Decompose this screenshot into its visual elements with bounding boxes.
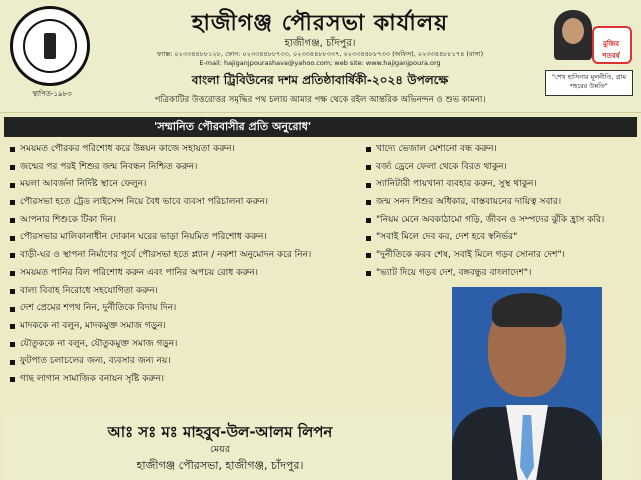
square-bullet-icon	[10, 253, 15, 258]
list-item	[366, 229, 604, 247]
list-item	[10, 336, 311, 354]
mayor-office: হাজীগঞ্জ পৌরসভা, হাজীগঞ্জ, চাঁদপুর।	[136, 459, 304, 472]
list-item	[366, 247, 604, 265]
contact-phones: ফ্যাক্স: ০২৩৩৪৪৮৮১২৮, ফোন: ০২৩৩৪৪৮৮৭৩৩, ০২৩৩৪৪৮৮৩৩৭, ০২৩৩৪৪৮৮৭৩৩ (অফিস), ০২৩৩৪৪৮৮১৭৪ (বাসা)	[156, 50, 484, 58]
square-bullet-icon	[366, 183, 371, 188]
photo-hair	[492, 293, 562, 327]
list-item-text: মাদককে না বলুন, মাদকমুক্ত সমাজ গড়ুন।	[20, 320, 166, 331]
list-item	[366, 194, 604, 212]
square-bullet-icon	[366, 271, 371, 276]
centenary-logo-text: মুজিব শতবর্ষ	[602, 40, 620, 60]
contact-info	[100, 50, 540, 68]
list-item-text: সময়মত পৌরকর পরিশোধ করে উন্নয়ন কাজে সহায়তা করুন।	[20, 144, 235, 154]
request-banner: 'সম্মানিত পৌরবাসীর প্রতি অনুরোধ'	[4, 117, 637, 137]
logo-emblem-icon	[23, 19, 77, 73]
list-item	[10, 283, 311, 301]
face-icon	[562, 18, 584, 44]
list-item	[366, 141, 604, 159]
mayor-photo	[452, 287, 602, 480]
square-bullet-icon	[10, 360, 15, 365]
square-bullet-icon	[10, 342, 15, 347]
list-item	[10, 371, 311, 389]
list-item-text: পৌরসভা হতে ট্রেড লাইসেন্স নিয়ে বৈধ ভাবে ব্যবসা পরিচালনা করুন।	[20, 197, 268, 208]
mayor-role: মেয়র	[210, 444, 230, 455]
square-bullet-icon	[10, 183, 15, 188]
square-bullet-icon	[10, 165, 15, 170]
list-item	[10, 194, 311, 212]
list-item	[10, 247, 311, 265]
municipality-logo	[10, 6, 90, 86]
list-item	[10, 141, 311, 159]
list-item-text: খাদ্যে ভেজাল মেশানো বন্ধ করুন।	[376, 144, 497, 154]
office-location: হাজীগঞ্জ, চাঁদপুর।	[284, 38, 356, 49]
left-request-list	[10, 141, 311, 389]
list-item	[10, 159, 311, 177]
list-item-text: গাছ লাগান সামাজিক বনায়ন সৃষ্টি করুন।	[20, 373, 164, 384]
square-bullet-icon	[366, 147, 371, 152]
list-item	[366, 159, 604, 177]
list-item-text: বর্জ্য ড্রেনে ফেলা থেকে বিরত থাকুন।	[376, 161, 507, 172]
square-bullet-icon	[10, 324, 15, 329]
contact-email-web: E-mail: hajiganjpourashava@yahoo.com; web site: www.hajiganjpoura.org	[199, 59, 441, 67]
list-item	[10, 212, 311, 230]
list-item-text: বাড়ী-ঘর ও স্থাপনা নির্মাণের পূর্বে পৌরসভা হতে প্ল্যান / নকশা অনুমোদন করে নিন।	[20, 250, 312, 261]
square-bullet-icon	[366, 165, 371, 170]
list-item	[366, 176, 604, 194]
mujib-centenary-badge	[552, 8, 632, 68]
list-item	[10, 265, 311, 283]
list-item-text: জন্মের পর পরই শিশুর জন্ম নিবন্ধন নিশ্চিত করুন।	[20, 161, 198, 172]
list-item	[366, 265, 604, 283]
square-bullet-icon	[10, 236, 15, 241]
square-bullet-icon	[10, 200, 15, 205]
list-item	[366, 212, 604, 230]
wishes-text: পত্রিকাটির উত্তরোত্তর সমৃদ্ধির পথ চলায় আমার পক্ষ থেকে রইল আন্তরিক অভিনন্দন ও শুভ কামনা।	[154, 95, 486, 105]
slogan-box: "শেখ হাসিনার মূলনীতি, গ্রাম শহরের উন্নতি"	[545, 70, 633, 96]
square-bullet-icon	[366, 200, 371, 205]
list-item-text: সময়মত পানির বিল পরিশোধ করুন এবং পানির অপচয় রোধ করুন।	[20, 267, 258, 278]
list-item-text: বাল্য বিবাহ নিরোধে সহযোগিতা করুন।	[20, 285, 158, 296]
list-item	[10, 229, 311, 247]
right-request-list	[366, 141, 604, 283]
list-item-text: স্যানিটারী পায়খানা ব্যবহার করুন, সুস্থ থাকুন।	[376, 179, 537, 190]
list-item-text: "দুর্নীতিকে করব শেষ, সবাই মিলে গড়ব সোনার দেশ"।	[376, 250, 565, 261]
list-item	[10, 300, 311, 318]
list-item-text: জন্ম সনদ শিশুর অধিকার, বাস্তবায়নের দায়িত্ব সবার।	[376, 197, 562, 208]
list-item-text: "সবাই মিলে দেব কর, দেশ হবে স্বনির্ভর"	[376, 232, 518, 243]
list-item-text: যৌতুককে না বলুন, যৌতুকমুক্ত সমাজ গড়ুন।	[20, 338, 178, 349]
square-bullet-icon	[366, 236, 371, 241]
list-item	[10, 353, 311, 371]
mayor-name: আঃ সঃ মঃ মাহবুব-উল-আলম লিপন	[107, 423, 333, 441]
list-item-text: দেশ প্রেমের শপথ নিন, দুর্নীতিকে বিদায় দিন।	[20, 303, 177, 314]
square-bullet-icon	[10, 218, 15, 223]
square-bullet-icon	[10, 289, 15, 294]
list-item-text: ময়লা আবর্জনা নির্দিষ্ট স্থানে ফেলুন।	[20, 179, 147, 190]
square-bullet-icon	[10, 271, 15, 276]
office-title: হাজীগঞ্জ পৌরসভা কার্যালয়	[191, 11, 449, 36]
list-item-text: "নিয়ম মেনে অবকাঠামো গড়ি, জীবন ও সম্পদের ঝুঁকি হ্রাস করি।	[376, 214, 605, 225]
logo-caption: স্থাপিত-১৯৮৩	[32, 90, 72, 98]
square-bullet-icon	[366, 253, 371, 258]
list-item-text: আপনার শিশুকে টিকা দিন।	[20, 214, 116, 225]
anniversary-heading: বাংলা ট্রিবিউনের দশম প্রতিষ্ঠাবার্ষিকী-২০২৪ উপলক্ষে	[191, 73, 449, 87]
list-item-text: পৌরসভার মালিকানাধীন দোকান ঘরের ভাড়া নিয়মিত পরিশোধ করুন।	[20, 232, 267, 243]
header	[0, 0, 641, 113]
list-item-text: "ভ্যাট দিয়ে গড়ব দেশ, বঙ্গবন্ধুর বাংলাদেশ"।	[376, 267, 532, 278]
list-item	[10, 318, 311, 336]
list-item-text: ফুটপাত চলাচলের জন্য, ব্যবসার জন্য নয়।	[20, 356, 171, 367]
square-bullet-icon	[10, 147, 15, 152]
square-bullet-icon	[10, 307, 15, 312]
square-bullet-icon	[366, 218, 371, 223]
list-item	[10, 176, 311, 194]
square-bullet-icon	[10, 377, 15, 382]
